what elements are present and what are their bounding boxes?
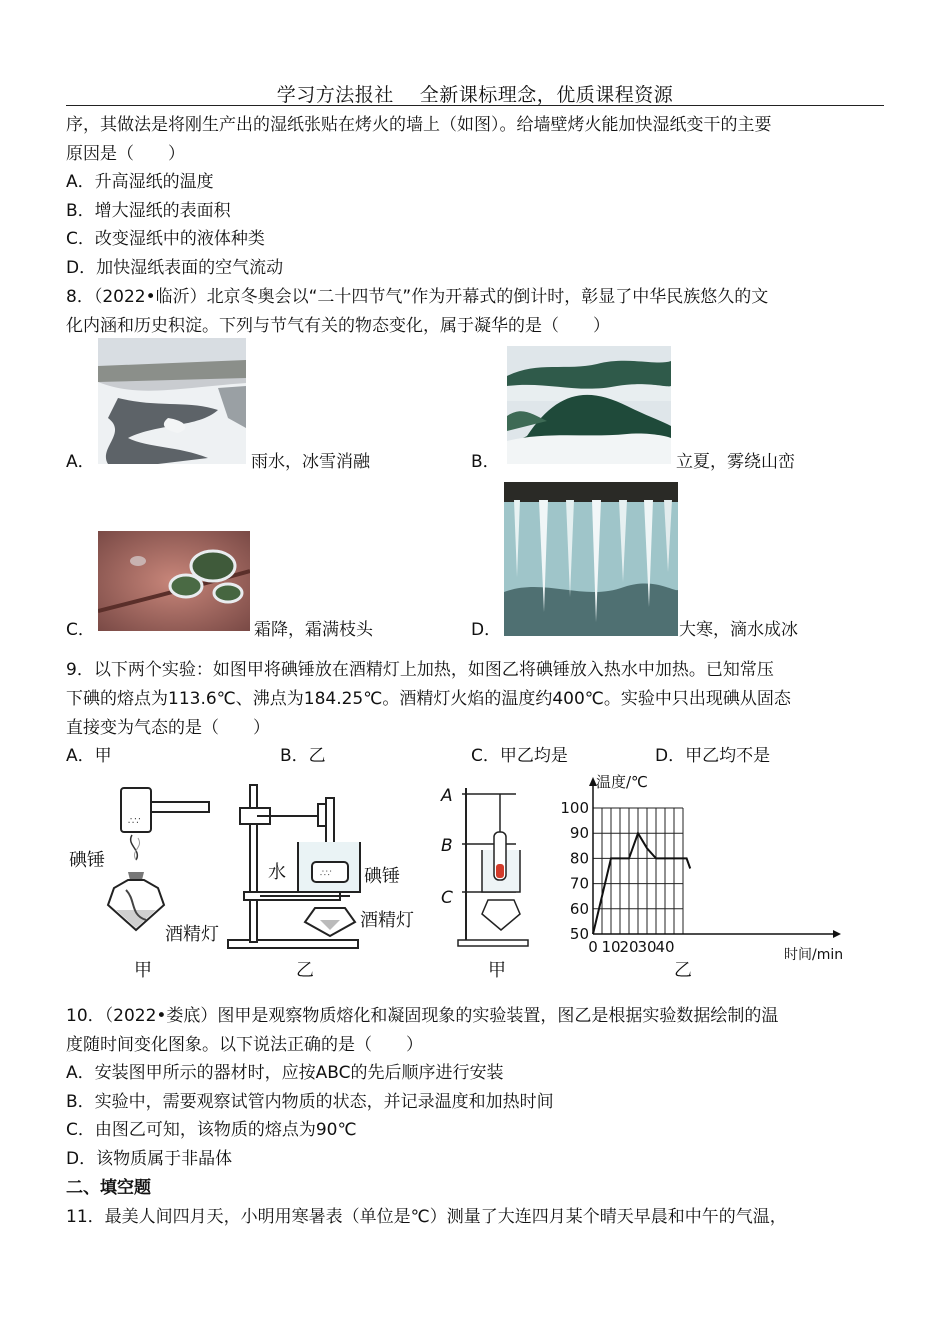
q9-yi-label: 乙: [296, 960, 314, 981]
chart-x-axis-label: 时间/min: [784, 947, 844, 963]
chart-y-axis-label: 温度/℃: [596, 773, 648, 791]
q9-yi-label-lamp: 酒精灯: [360, 910, 414, 931]
q8-option-d-image: [504, 482, 678, 636]
q10-option-a: A．安装图甲所示的器材时，应按ABC的先后顺序进行安装: [66, 1063, 504, 1083]
q8-option-b-image: [507, 346, 671, 464]
q8-text-line2: 化内涵和历史积淀。下列与节气有关的物态变化，属于凝华的是（ ）: [66, 316, 610, 336]
q8-option-a-caption: 雨水，冰雪消融: [251, 452, 370, 472]
q10-label-c: C: [441, 888, 453, 908]
q9-yi-label-iodine: 碘锤: [364, 866, 400, 887]
q9-yi-label-water: 水: [268, 862, 286, 883]
q9-text-line1: 9．以下两个实验：如图甲将碘锤放在酒精灯上加热，如图乙将碘锤放入热水中加热。已知常压: [66, 660, 774, 680]
chart-x-tick-label: 40: [655, 938, 675, 956]
chart-x-tick-label: 30: [637, 938, 657, 956]
q9-figure-jia: [66, 780, 216, 985]
q10-text-line2: 度随时间变化图象。以下说法正确的是（ ）: [66, 1035, 423, 1055]
q10-option-d: D．该物质属于非晶体: [66, 1149, 233, 1169]
chart-y-tick-label: 70: [569, 874, 589, 893]
q10-label-b: B: [441, 836, 453, 856]
q10-figure-jia: [438, 782, 538, 952]
header-divider: [66, 105, 884, 106]
q8-option-c-letter: C．: [66, 620, 95, 640]
q9-option-c: C．甲乙均是: [471, 746, 568, 766]
chart-y-tick-label: 90: [569, 824, 589, 843]
chart-y-tick-label: 100: [560, 799, 589, 817]
svg-text:∴∵: ∴∵: [128, 816, 141, 827]
q8-option-a-image: [98, 338, 246, 464]
section-title-fill-blank: 二、填空题: [66, 1178, 151, 1198]
q7-option-b: B．增大湿纸的表面积: [66, 201, 231, 221]
q10-option-b: B．实验中，需要观察试管内物质的状态，并记录温度和加热时间: [66, 1092, 554, 1112]
q7-option-c: C．改变湿纸中的液体种类: [66, 229, 265, 249]
chart-x-arrow: [833, 930, 841, 938]
chart-x-tick-label: 10: [601, 938, 621, 956]
q7-option-d: D．加快湿纸表面的空气流动: [66, 258, 284, 278]
q8-option-b-letter: B．: [471, 452, 500, 472]
q9-text-line2: 下碘的熔点为113.6℃、沸点为184.25℃。酒精灯火焰的温度约400℃。实验中只出现碘从固态: [66, 689, 791, 709]
q10-label-a: A: [441, 786, 453, 806]
q8-option-a-letter: A．: [66, 452, 95, 472]
q9-option-d: D．甲乙均不是: [655, 746, 771, 766]
q11-text-line1: 11．最美人间四月天，小明用寒暑表（单位是℃）测量了大连四月某个晴天早晨和中午的气温，: [66, 1207, 787, 1227]
q8-option-c-image: [98, 531, 250, 631]
q10-yi-label: 乙: [674, 960, 692, 981]
q9-option-b: B．乙: [280, 746, 326, 766]
page-header: 学习方法报社 全新课标理念，优质课程资源: [276, 84, 674, 106]
q9-jia-label-lamp: 酒精灯: [165, 924, 219, 945]
chart-y-tick-label: 50: [569, 925, 589, 943]
svg-text:∴∵: ∴∵: [320, 869, 332, 879]
q9-jia-label: 甲: [134, 960, 152, 981]
q8-option-d-caption: 大寒，滴水成冰: [679, 620, 798, 640]
q10-option-c: C．由图乙可知，该物质的熔点为90℃: [66, 1120, 357, 1140]
chart-x-tick-label: 20: [619, 938, 639, 956]
q9-option-a: A．甲: [66, 746, 112, 766]
q8-option-b-caption: 立夏，雾绕山峦: [676, 452, 795, 472]
chart-y-tick-label: 60: [569, 899, 589, 918]
q8-option-d-letter: D．: [471, 620, 502, 640]
q7-option-a: A．升高湿纸的温度: [66, 172, 214, 192]
q8-option-c-caption: 霜降，霜满枝头: [254, 620, 373, 640]
q7-text-line2: 原因是（ ）: [66, 144, 185, 164]
q8-text-line1: 8．（2022•临沂）北京冬奥会以“二十四节气”作为开幕式的倒计时，彰显了中华民族悠久的文: [66, 287, 769, 307]
q7-text-line1: 序，其做法是将刚生产出的湿纸张贴在烤火的墙上（如图）。给墙壁烤火能加快湿纸变干的主要: [66, 115, 772, 135]
chart-y-tick-label: 80: [569, 849, 589, 868]
chart-x-tick-label: 0: [588, 938, 598, 956]
q10-text-line1: 10．（2022•娄底）图甲是观察物质熔化和凝固现象的实验装置，图乙是根据实验数据绘制的温: [66, 1006, 779, 1026]
q10-jia-label: 甲: [488, 960, 506, 981]
q9-jia-label-iodine: 碘锤: [69, 850, 105, 871]
q9-text-line3: 直接变为气态的是（ ）: [66, 718, 270, 738]
